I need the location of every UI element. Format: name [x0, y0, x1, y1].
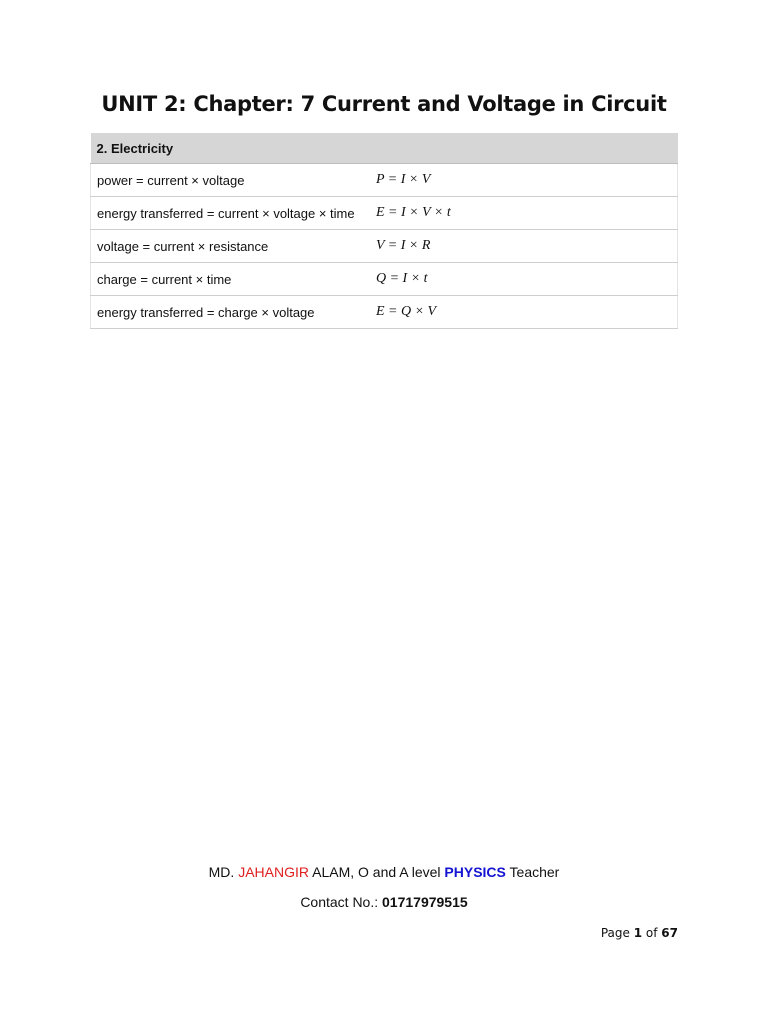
- page-label: Page: [600, 926, 634, 940]
- table-row: [91, 230, 678, 263]
- table-row: [91, 164, 678, 197]
- table-row: [91, 296, 678, 329]
- equation-formula: E = I × V × t: [366, 197, 678, 230]
- table-header: 2. Electricity: [91, 133, 678, 164]
- equation-text: energy transferred = current × voltage × time: [91, 197, 367, 230]
- equations-table: [90, 133, 678, 329]
- equation-text: charge = current × time: [91, 263, 367, 296]
- table-row: [91, 197, 678, 230]
- author-first-name: JAHANGIR: [238, 864, 309, 880]
- author-line: [0, 864, 768, 880]
- author-subject: PHYSICS: [444, 864, 506, 880]
- equation-formula: P = I × V: [366, 164, 678, 197]
- page-number: [601, 926, 678, 940]
- page-total: 67: [661, 926, 678, 940]
- equation-formula: E = Q × V: [366, 296, 678, 329]
- page-current: 1: [633, 926, 643, 940]
- page-of: of: [642, 926, 662, 940]
- contact-line: [0, 894, 768, 910]
- contact-label: Contact No.:: [300, 894, 383, 910]
- equation-formula: Q = I × t: [366, 263, 678, 296]
- author-middle: ALAM, O and A level: [309, 864, 445, 880]
- equation-text: power = current × voltage: [91, 164, 367, 197]
- contact-number: 01717979515: [382, 894, 468, 910]
- equation-text: voltage = current × resistance: [91, 230, 367, 263]
- table-row: [91, 263, 678, 296]
- page-title: UNIT 2: Chapter: 7 Current and Voltage in Circuit: [101, 92, 667, 116]
- author-suffix: Teacher: [505, 864, 560, 880]
- equation-formula: V = I × R: [366, 230, 678, 263]
- equation-text: energy transferred = charge × voltage: [91, 296, 367, 329]
- author-prefix: MD.: [208, 864, 239, 880]
- table-header-row: [91, 133, 678, 164]
